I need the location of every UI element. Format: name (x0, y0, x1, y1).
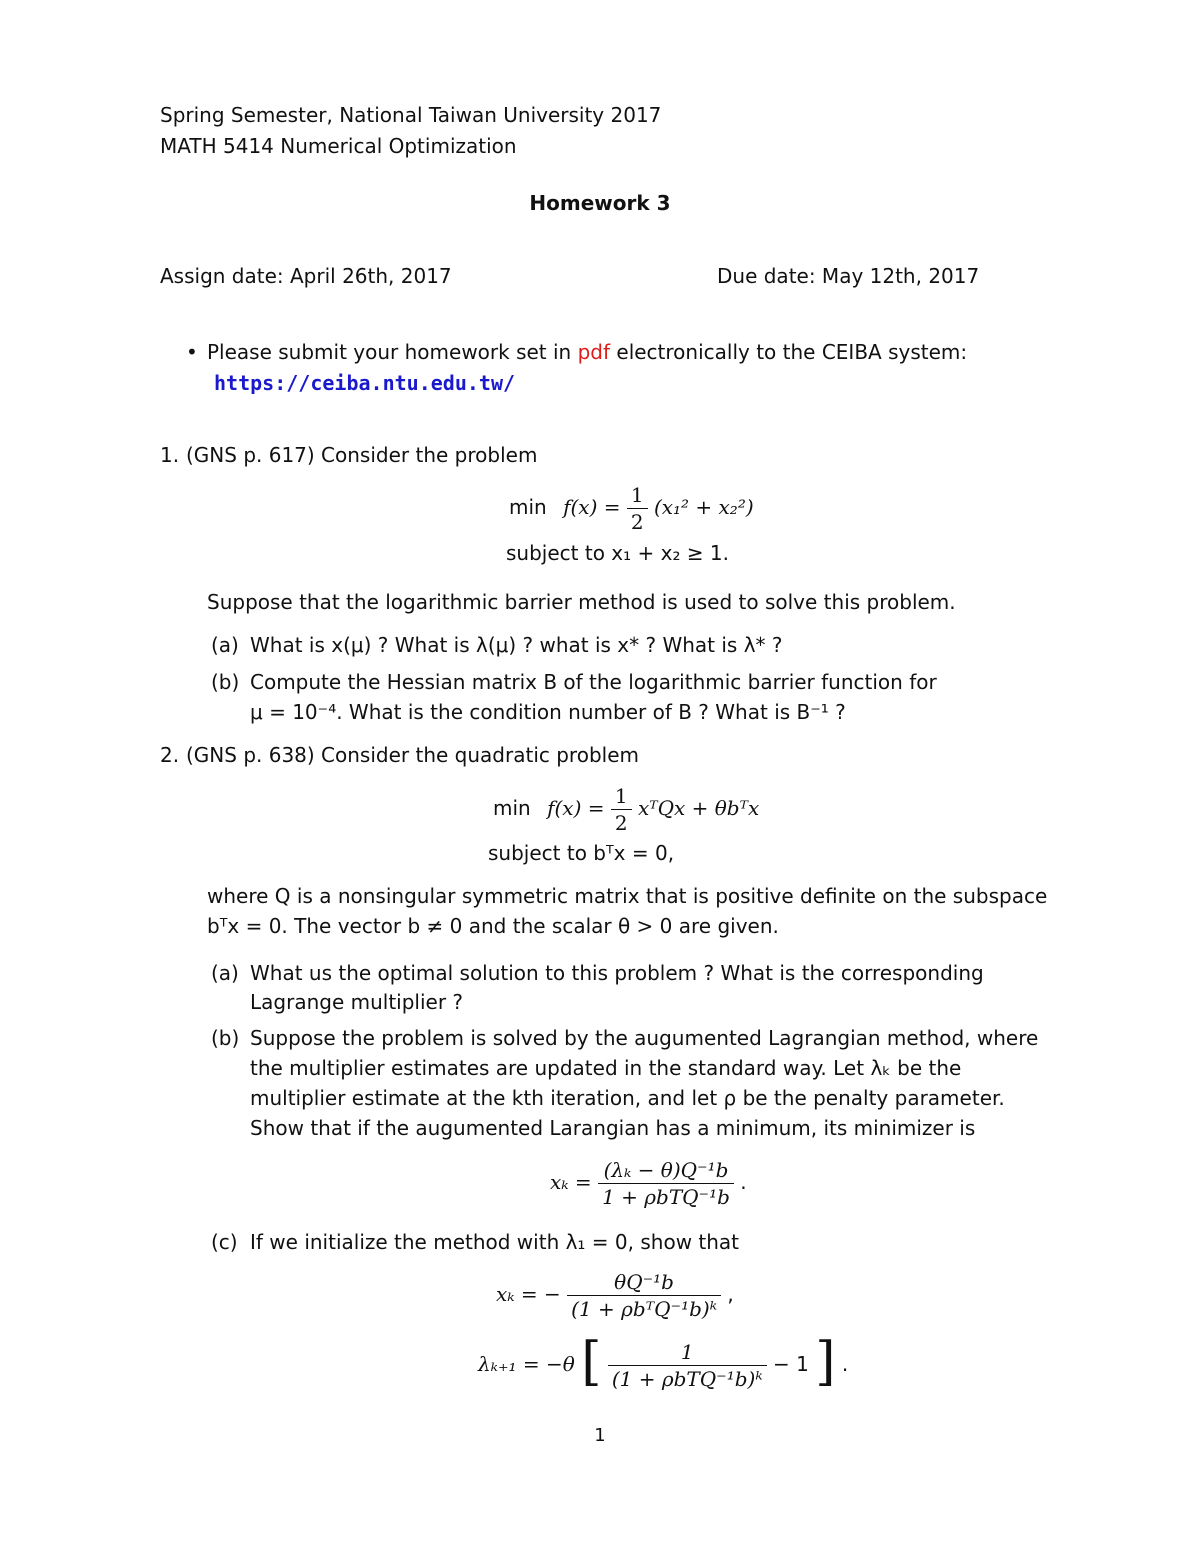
notice-after: electronically to the CEIBA system: (616, 340, 968, 364)
equation-end: , (727, 1282, 734, 1306)
fraction-numerator: 1 (627, 482, 648, 509)
problem-1-intro: (GNS p. 617) Consider the problem (186, 443, 538, 467)
page-title: Homework 3 (529, 191, 671, 215)
equation-fraction (608, 1339, 767, 1392)
problem-2-text-line-1: where Q is a nonsingular symmetric matrix that is positive definite on the subspace (207, 884, 1048, 908)
problem-2-c-equation-1 (496, 1269, 734, 1322)
ceiba-link[interactable]: https://ceiba.ntu.edu.tw/ (214, 371, 516, 395)
fraction-denominator: (1 + ρbᵀQ⁻¹b)ᵏ (571, 1297, 718, 1321)
problem-1-b-line-1: Compute the Hessian matrix B of the logarithmic barrier function for (250, 670, 937, 694)
header-line-1: Spring Semester, National Taiwan University 2017 (160, 103, 662, 127)
problem-2-c-text: If we initialize the method with λ₁ = 0, show that (250, 1230, 740, 1254)
problem-2-a-line-1: What us the optimal solution to this problem ? What is the corresponding (250, 961, 984, 985)
min-operator: min (509, 495, 547, 519)
problem-2-c-label: (c) (211, 1230, 238, 1254)
problem-2-a-label: (a) (211, 961, 239, 985)
equation-minus-one: − 1 (772, 1352, 809, 1376)
fraction-numerator: θQ⁻¹b (567, 1269, 721, 1296)
problem-2-a-line-2: Lagrange multiplier ? (250, 990, 464, 1014)
problem-2-b-line-1: Suppose the problem is solved by the augumented Lagrangian method, where (250, 1026, 1039, 1050)
fraction-denominator: (1 + ρbTQ⁻¹b)ᵏ (611, 1367, 763, 1391)
right-bracket: ] (815, 1331, 836, 1392)
problem-1-a-label: (a) (211, 633, 239, 657)
objective-fraction (627, 482, 648, 535)
fraction-numerator: (λₖ − θ)Q⁻¹b (598, 1157, 734, 1184)
problem-2-b-line-3: multiplier estimate at the kth iteration, and let ρ be the penalty parameter. (250, 1086, 1005, 1110)
equation-end: . (841, 1352, 849, 1376)
problem-1-b-line-2: μ = 10⁻⁴. What is the condition number of B ? What is B⁻¹ ? (250, 700, 846, 724)
problem-2-intro: (GNS p. 638) Consider the quadratic problem (186, 743, 639, 767)
fraction-numerator: 1 (608, 1339, 767, 1366)
problem-2-text-line-2: bᵀx = 0. The vector b ≠ 0 and the scalar θ > 0 are given. (207, 914, 779, 938)
objective-paren: (x₁² + x₂²) (653, 495, 754, 519)
equation-fraction (567, 1269, 721, 1322)
notice-before: Please submit your homework set in (207, 340, 572, 364)
fraction-numerator: 1 (611, 783, 632, 810)
header-line-2: MATH 5414 Numerical Optimization (160, 134, 517, 158)
bullet: • (186, 340, 198, 364)
fraction-denominator: 1 + ρbTQ⁻¹b (602, 1185, 730, 1209)
problem-1-text: Suppose that the logarithmic barrier method is used to solve this problem. (207, 590, 956, 614)
problem-2-b-line-4: Show that if the augumented Larangian has a minimum, its minimizer is (250, 1116, 976, 1140)
objective-rest: xᵀQx + θbᵀx (637, 796, 760, 820)
min-operator: min (493, 796, 531, 820)
problem-2-constraint: subject to bᵀx = 0, (488, 841, 675, 865)
fraction-denominator: 2 (630, 510, 644, 534)
problem-1-b-label: (b) (211, 670, 240, 694)
problem-1-number: 1. (160, 443, 180, 467)
objective-f: f(x) = (563, 495, 621, 519)
objective-f: f(x) = (547, 796, 605, 820)
problem-1-constraint: subject to x₁ + x₂ ≥ 1. (506, 541, 730, 565)
objective-fraction (611, 783, 632, 836)
equation-end: . (740, 1170, 747, 1194)
problem-2-c-equation-2 (478, 1331, 849, 1392)
equation-fraction (598, 1157, 734, 1210)
problem-2-b-equation (550, 1157, 747, 1210)
problem-2-b-line-2: the multiplier estimates are updated in the standard way. Let λₖ be the (250, 1056, 962, 1080)
problem-2-b-label: (b) (211, 1026, 240, 1050)
problem-2-number: 2. (160, 743, 180, 767)
problem-1-a-text: What is x(μ) ? What is λ(μ) ? what is x* ? What is λ* ? (250, 633, 783, 657)
assign-date: Assign date: April 26th, 2017 (160, 264, 452, 288)
problem-1-objective (509, 482, 754, 535)
due-date: Due date: May 12th, 2017 (717, 264, 980, 288)
pdf-word: pdf (577, 340, 611, 364)
equation-left: xₖ = − (496, 1282, 561, 1306)
page-number: 1 (594, 1425, 606, 1446)
left-bracket: [ (581, 1331, 602, 1392)
notice-text (207, 340, 967, 364)
problem-2-objective (493, 783, 759, 836)
equation-left: xₖ = (550, 1170, 592, 1194)
fraction-denominator: 2 (614, 811, 628, 835)
equation-left: λₖ₊₁ = −θ (478, 1352, 575, 1376)
